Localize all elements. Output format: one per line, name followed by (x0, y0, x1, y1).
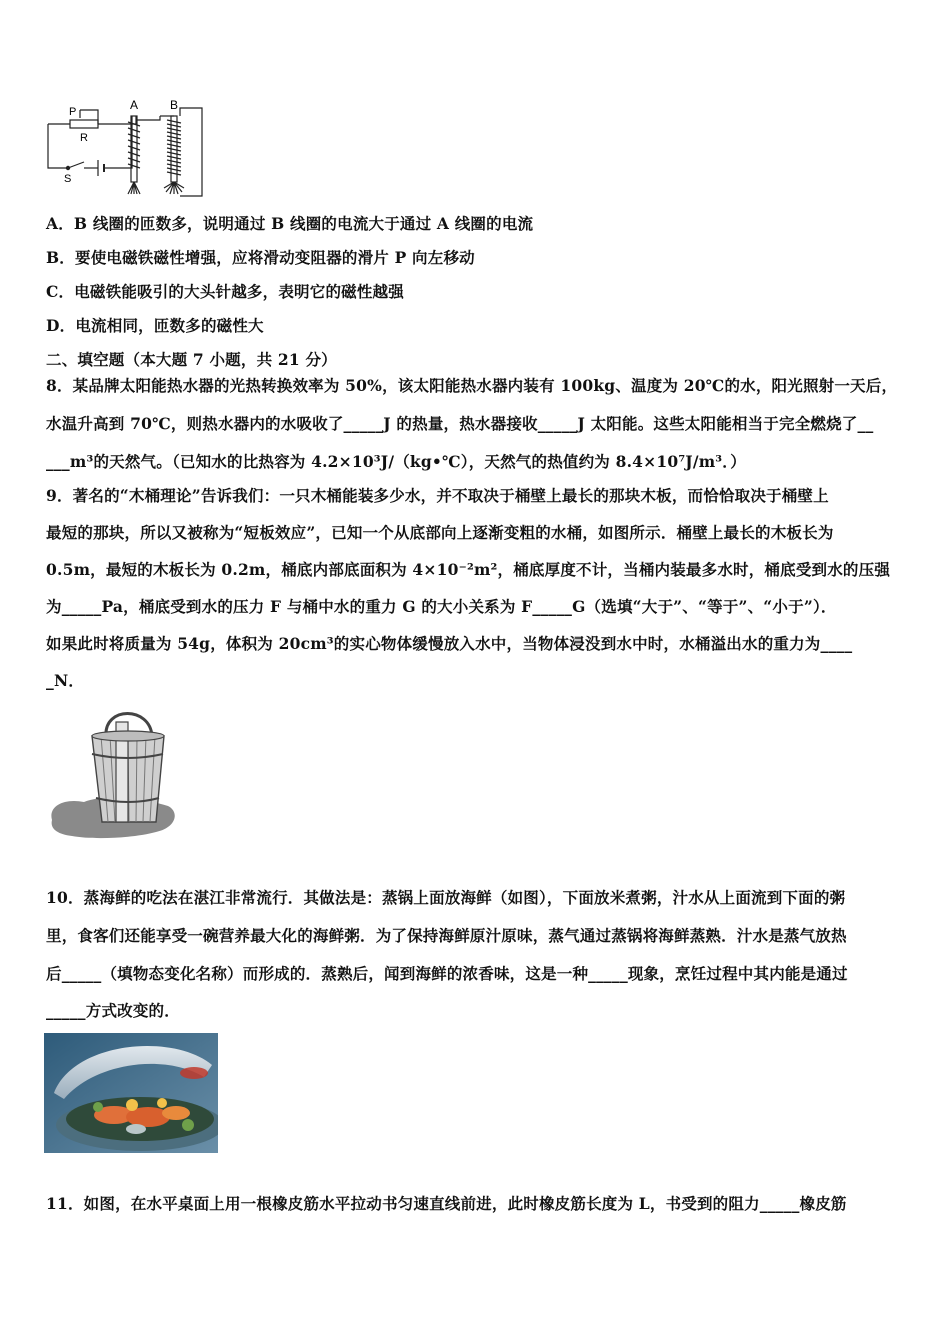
q10-line-2: 里，食客们还能享受一碗营养最大化的海鲜粥．为了保持海鲜原汁原味，蒸气通过蒸锅将海鲜蒸熟．汁水是蒸气放热 (46, 926, 847, 945)
label-B: B (170, 98, 179, 112)
q7-option-a: A．B 线圈的匝数多，说明通过 B 线圈的电流大于通过 A 线圈的电流 (46, 214, 534, 233)
q9-line-1: 9．著名的“木桶理论”告诉我们：一只木桶能装多少水，并不取决于桶壁上最长的那块木板，而恰恰取决于桶壁上 (46, 486, 829, 505)
q11-line-1: 11．如图，在水平桌面上用一根橡皮筋水平拉动书匀速直线前进，此时橡皮筋长度为 L，书受到的阻力_____橡皮筋 (46, 1194, 847, 1213)
q9-line-6: _N． (46, 671, 85, 690)
q8-line-3: ___m³的天然气。（已知水的比热容为 4.2×10³J/（kg•℃），天然气的热值约为 8.4×10⁷J/m³．） (46, 452, 746, 471)
q7-option-c: C．电磁铁能吸引的大头针越多，表明它的磁性越强 (46, 282, 404, 301)
q9-line-4: 为_____Pa，桶底受到水的压力 F 与桶中水的重力 G 的大小关系为 F_____G（选填“大于”、“等于”、“小于”）． (46, 597, 837, 616)
q10-line-1: 10．蒸海鲜的吃法在湛江非常流行．其做法是：蒸锅上面放海鲜（如图），下面放米煮粥，汁水从上面流到下面的粥 (46, 888, 846, 907)
section-heading-fill-in: 二、填空题（本大题 7 小题，共 21 分） (46, 350, 337, 369)
electromagnet-circuit-figure (40, 96, 215, 201)
q10-line-4: _____方式改变的． (46, 1001, 180, 1020)
label-A: A (130, 98, 139, 112)
q7-option-b: B．要使电磁铁磁性增强，应将滑动变阻器的滑片 P 向左移动 (46, 248, 475, 267)
q9-line-3: 0.5m，最短的木板长为 0.2m，桶底内部底面积为 4×10⁻²m²，桶底厚度不计，当桶内装最多水时，桶底受到水的压强 (46, 560, 891, 579)
q9-line-2: 最短的那块，所以又被称为“短板效应”，已知一个从底部向上逐渐变粗的水桶，如图所示．桶壁上最长的木板长为 (46, 523, 834, 542)
q8-line-1: 8．某品牌太阳能热水器的光热转换效率为 50%，该太阳能热水器内装有 100kg、温度为 20℃的水，阳光照射一天后， (46, 376, 898, 395)
q7-option-d: D．电流相同，匝数多的磁性大 (46, 316, 264, 335)
q9-line-5: 如果此时将质量为 54g，体积为 20cm³的实心物体缓慢放入水中，当物体浸没到水中时，水桶溢出水的重力为____ (46, 634, 853, 653)
label-R: R (80, 132, 88, 144)
label-S: S (64, 173, 72, 185)
steamed-seafood-photo (44, 1033, 218, 1153)
q10-line-3: 后_____（填物态变化名称）而形成的．蒸熟后，闻到海鲜的浓香味，这是一种_____现象，烹饪过程中其内能是通过 (46, 964, 848, 983)
wooden-bucket-figure (44, 702, 184, 844)
q8-line-2: 水温升高到 70℃，则热水器内的水吸收了_____J 的热量，热水器接收_____J 太阳能。这些太阳能相当于完全燃烧了__ (46, 414, 874, 433)
label-P: P (69, 106, 77, 118)
